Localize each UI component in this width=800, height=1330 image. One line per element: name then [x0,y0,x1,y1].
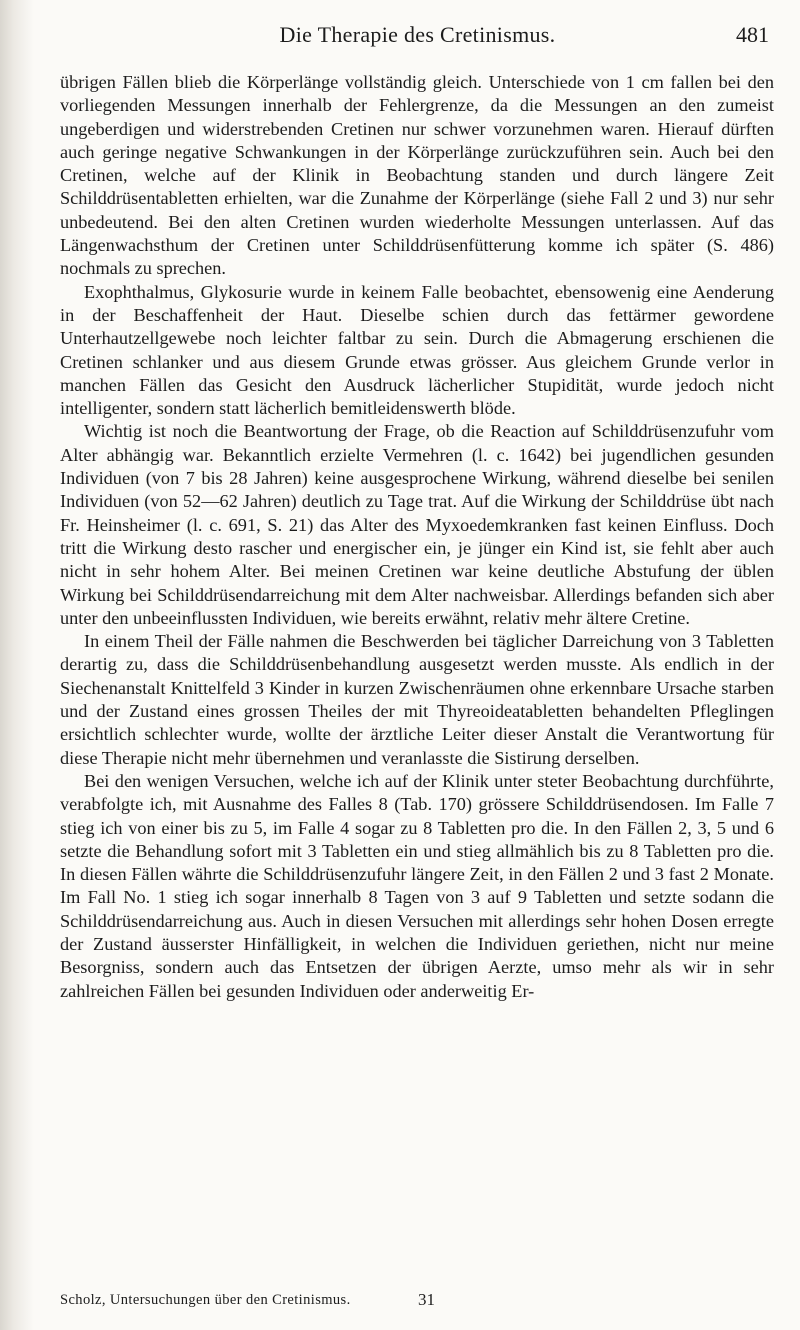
page-number: 481 [736,22,769,47]
footer-note: Scholz, Untersuchungen über den Cretinismus. [60,1292,351,1308]
body-text [60,71,774,1003]
page-header [60,22,775,52]
page-footer [60,1290,775,1312]
running-title: Die Therapie des Cretinismus. [279,22,556,47]
page-edge-shadow [0,0,34,1330]
paragraph: Bei den wenigen Versuchen, welche ich auf der Klinik unter steter Beobachtung durchführte, verabfolgte ich, mit Ausnahme des Falles 8 (Tab. 170) grössere Schilddrüsendosen. Im Falle 7 stieg ich von einer bis zu 5, im Falle 4 sogar zu 8 Tabletten pro die. In den Fällen 2, 3, 5 und 6 setzte die Behandlung sofort mit 3 Tabletten ein und stieg allmählich bis zu 8 Tabletten pro die. In diesen Fällen währte die Schilddrüsenzufuhr längere Zeit, in den Fällen 2 und 3 fast 2 Monate. Im Fall No. 1 stieg ich sogar innerhalb 8 Tagen von 3 auf 9 Tabletten und setzte sodann die Schilddrüsendarreichung aus. Auch in diesen Versuchen mit allerdings sehr hohen Dosen erregte der Zustand äusserster Hinfälligkeit, in welchen die Individuen geriethen, nicht nur meine Besorgniss, sondern auch das Entsetzen der übrigen Aerzte, umso mehr als wir in sehr zahlreichen Fällen bei gesunden Individuen oder anderweitig Er- [60,770,774,1001]
paragraph: übrigen Fällen blieb die Körperlänge vollständig gleich. Unterschiede von 1 cm fallen bei den vorliegenden Messungen innerhalb der Fehlergrenze, da die Messungen an den zumeist ungeberdigen und widerstrebenden Cretinen nur schwer vorzunehmen waren. Hierauf dürften auch geringe negative Schwankungen in der Körperlänge zurückzuführen sein. Auch bei den Cretinen, welche auf der Klinik in Beobachtung standen und durch längere Zeit Schilddrüsentabletten erhielten, war die Zunahme der Körperlänge (siehe Fall 2 und 3) nur sehr unbedeutend. Bei den alten Cretinen wurden wiederholte Messungen unterlassen. Auf das Längenwachsthum der Cretinen unter Schilddrüsenfütterung komme ich später (S. 486) nochmals zu sprechen. [60,72,774,279]
paragraph: Wichtig ist noch die Beantwortung der Frage, ob die Reaction auf Schilddrüsenzufuhr vom Alter abhängig war. Bekanntlich erzielte Vermehren (l. c. 1642) bei jugendlichen gesunden Individuen (von 7 bis 28 Jahren) keine ausgesprochene Wirkung, während dieselbe bei senilen Individuen (von 52—62 Jahren) deutlich zu Tage trat. Auf die Wirkung der Schilddrüse übt nach Fr. Heinsheimer (l. c. 691, S. 21) das Alter des Myxoedemkranken fast keinen Einfluss. Doch tritt die Wirkung desto rascher und energischer ein, je jünger ein Kind ist, sie fehlt aber auch nicht in sehr hohem Alter. Bei meinen Cretinen war keine deutliche Abstufung der üblen Wirkung bei Schilddrüsendarreichung mit dem Alter nachweisbar. Allerdings befanden sich aber unter den unbeeinflussten Individuen, wie bereits erwähnt, relativ mehr ältere Cretine. [60,421,774,628]
signature-mark: 31 [418,1290,435,1309]
paragraph: In einem Theil der Fälle nahmen die Beschwerden bei täglicher Darreichung von 3 Tabletten derartig zu, dass die Schilddrüsenbehandlung ausgesetzt werden musste. Als endlich in der Siechenanstalt Knittelfeld 3 Kinder in kurzen Zwischenräumen ohne erkennbare Ursache starben und der Zustand eines grossen Theiles der mit Thyreoideatabletten behandelten Pfleglingen ersichtlich schlechter wurde, wollte der ärztliche Leiter dieser Anstalt die Verantwortung für diese Therapie nicht mehr übernehmen und veranlasste die Sistirung derselben. [60,631,774,768]
paragraph: Exophthalmus, Glykosurie wurde in keinem Falle beobachtet, ebensowenig eine Aenderung in der Beschaffenheit der Haut. Dieselbe schien durch das fettärmer gewordene Unterhautzellgewebe noch leichter faltbar zu sein. Durch die Abmagerung erschienen die Cretinen schlanker und aus diesem Grunde etwas grösser. Aus gleichem Grunde verlor in manchen Fällen das Gesicht den Ausdruck lächerlicher Stupidität, wurde jedoch nicht intelligenter, sondern statt lächerlich bemitleidenswerth blöde. [60,281,774,419]
book-page [60,0,775,1330]
